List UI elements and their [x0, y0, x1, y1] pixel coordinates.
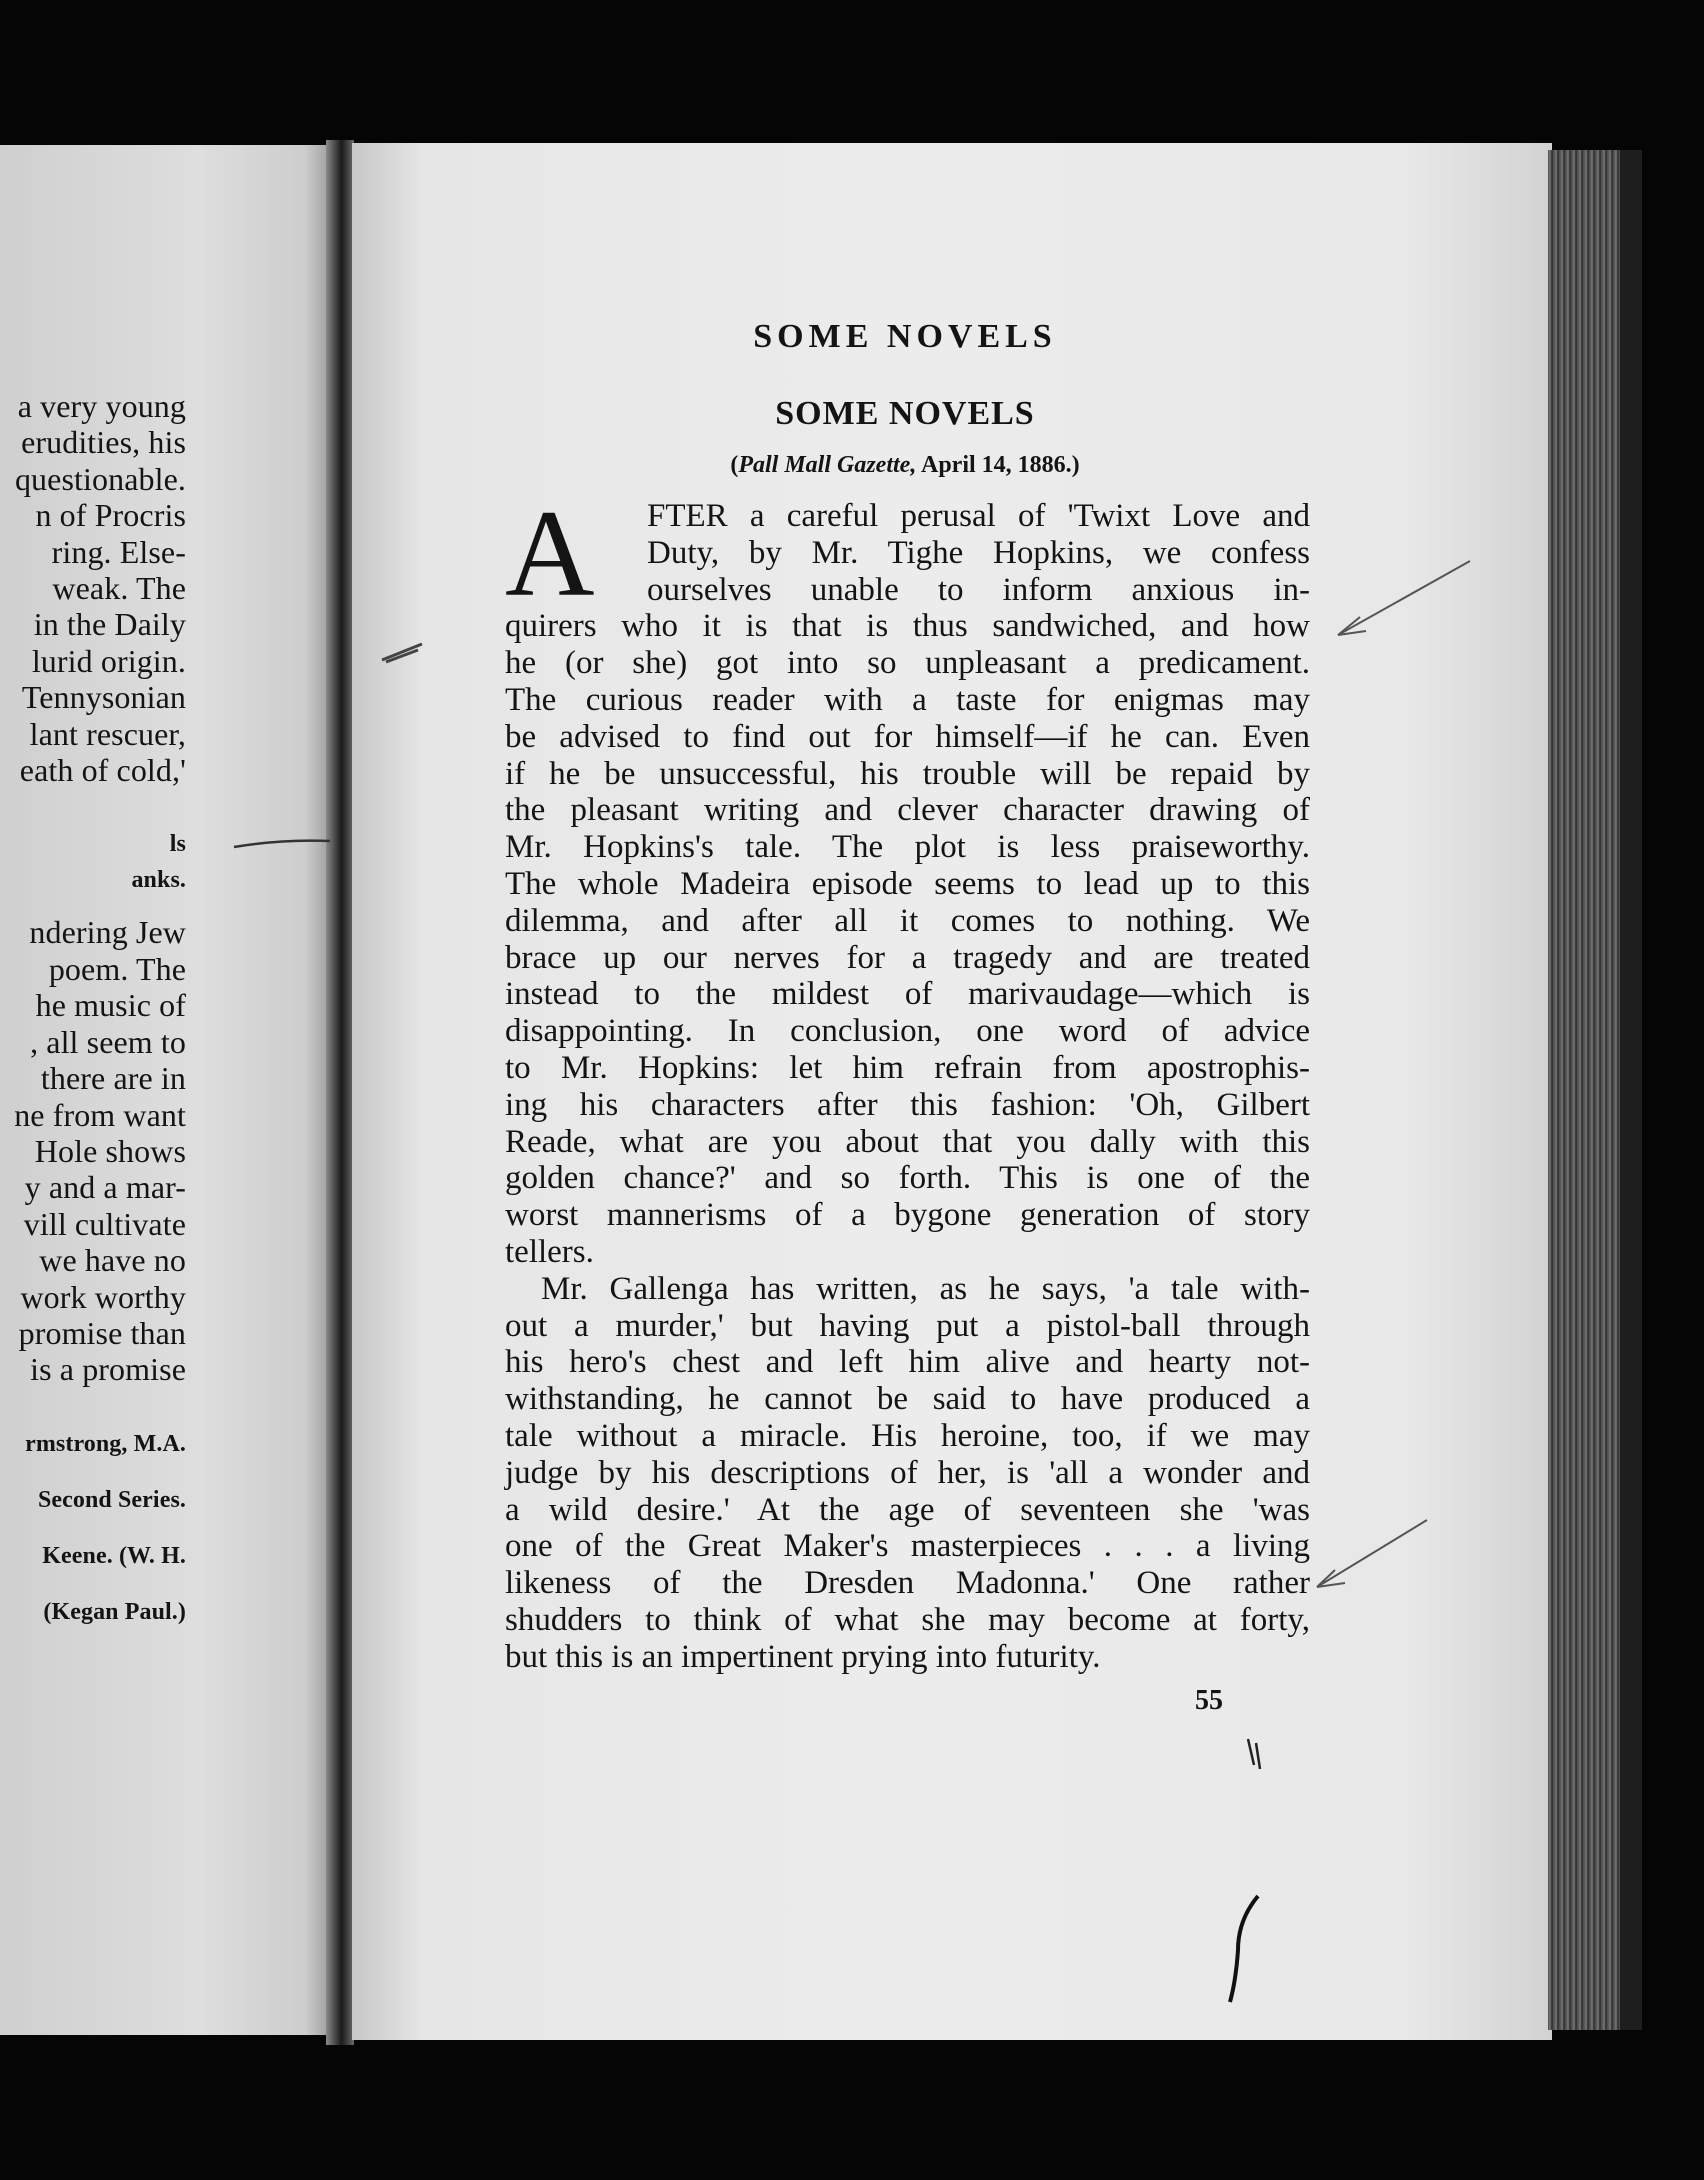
previous-page-line: (Kegan Paul.) — [43, 1598, 186, 1625]
dateline-open: ( — [730, 452, 739, 478]
paragraph-1-line: quirers who it is that is thus sandwiched, and how — [505, 608, 1310, 645]
previous-page-line: lurid origin. — [31, 642, 186, 679]
previous-page-line: erudities, his — [21, 424, 186, 461]
previous-page-line: work worthy — [20, 1278, 186, 1315]
dateline-publication: Pall Mall Gazette, — [738, 452, 917, 478]
paragraph-2-line: likeness of the Dresden Madonna.' One rather — [505, 1565, 1310, 1602]
previous-page-line: Tennysonian — [21, 679, 186, 716]
previous-page-line: in the Daily — [33, 606, 186, 643]
previous-page-line: there are in — [40, 1060, 186, 1097]
previous-page-line: lant rescuer, — [29, 715, 186, 752]
paragraph-2-line: out a murder,' but having put a pistol-ball through — [505, 1307, 1310, 1344]
paragraph-1-line: golden chance?' and so forth. This is one of the — [505, 1160, 1310, 1197]
previous-page-line: Keene. (W. H. — [42, 1542, 186, 1569]
paragraph-1-line: The whole Madeira episode seems to lead up to this — [505, 865, 1310, 902]
previous-page-line: rmstrong, M.A. — [25, 1430, 186, 1457]
paragraph-2-line: shudders to think of what she may become at forty, — [505, 1601, 1310, 1638]
previous-page-line: vill cultivate — [23, 1205, 186, 1242]
running-head: SOME NOVELS — [753, 318, 1057, 355]
paragraph-1-line: if he be unsuccessful, his trouble will be repaid by — [505, 755, 1310, 792]
paragraph-2-line: but this is an impertinent prying into futurity. — [505, 1638, 1101, 1675]
article-title: SOME NOVELS — [775, 395, 1035, 432]
previous-page-line: ring. Else- — [51, 533, 186, 570]
cover-edge — [1620, 150, 1642, 2030]
paragraph-1-line: he (or she) got into so unpleasant a predicament. — [505, 645, 1310, 682]
paragraph-2-line: withstanding, he cannot be said to have produced a — [505, 1381, 1310, 1418]
dateline — [500, 452, 1310, 479]
page-edges — [1548, 150, 1628, 2030]
previous-page-line: he music of — [35, 987, 186, 1024]
previous-page-line: , all seem to — [30, 1023, 186, 1060]
paragraph-1-line: the pleasant writing and clever character drawing of — [505, 792, 1310, 829]
previous-page-line: poem. The — [48, 950, 186, 987]
paragraph-1-line: Reade, what are you about that you dally with this — [505, 1123, 1310, 1160]
drop-cap: A — [505, 485, 595, 622]
previous-page-line: ne from want — [14, 1096, 186, 1133]
previous-page-line: we have no — [39, 1242, 186, 1279]
previous-page-line: is a promise — [30, 1351, 186, 1388]
book-gutter — [326, 140, 354, 2045]
previous-page-line: ndering Jew — [29, 914, 186, 951]
paragraph-1-line: disappointing. In conclusion, one word of advice — [505, 1013, 1310, 1050]
previous-page-line: Hole shows — [34, 1132, 186, 1169]
paragraph-1-line: The curious reader with a taste for enigmas may — [505, 681, 1310, 718]
paragraph-2-line: a wild desire.' At the age of seventeen she 'was — [505, 1491, 1310, 1528]
paragraph-1-line: FTER a careful perusal of 'Twixt Love and — [647, 498, 1310, 534]
paragraph-1-line: to Mr. Hopkins: let him refrain from apostrophis- — [505, 1049, 1310, 1086]
paragraph-1-line: ing his characters after this fashion: 'Oh, Gilbert — [505, 1086, 1310, 1123]
previous-page-line: y and a mar- — [24, 1169, 186, 1206]
paragraph-1-line: brace up our nerves for a tragedy and are treated — [505, 939, 1310, 976]
paragraph-2-line: tale without a miracle. His heroine, too, if we may — [505, 1417, 1310, 1454]
paragraph-1-line: Duty, by Mr. Tighe Hopkins, we confess — [647, 534, 1310, 571]
paragraph-1-line: ourselves unable to inform anxious in- — [647, 571, 1310, 608]
previous-page-line: anks. — [131, 867, 186, 894]
previous-page-line: Second Series. — [37, 1486, 186, 1513]
previous-page-line: eath of cold,' — [19, 752, 186, 789]
article-body — [505, 485, 1310, 1676]
previous-page-line: questionable. — [14, 460, 186, 497]
dateline-date: April 14, 1886.) — [916, 452, 1080, 478]
previous-page-line: a very young — [17, 388, 186, 424]
paragraph-1-line: worst mannerisms of a bygone generation of story — [505, 1197, 1310, 1234]
paragraph-1-line: Mr. Hopkins's tale. The plot is less praiseworthy. — [505, 829, 1310, 866]
paragraph-1-line: tellers. — [505, 1233, 594, 1270]
paragraph-2-line: one of the Great Maker's masterpieces . . . a living — [505, 1528, 1310, 1565]
previous-page-line: n of Procris — [35, 497, 186, 534]
paragraph-2-line: Mr. Gallenga has written, as he says, 'a tale with- — [541, 1270, 1310, 1307]
paragraph-1-line: instead to the mildest of marivaudage—which is — [505, 976, 1310, 1013]
paragraph-2-line: judge by his descriptions of her, is 'all a wonder and — [505, 1454, 1310, 1491]
previous-page-line: weak. The — [52, 570, 186, 607]
previous-page-line: promise than — [18, 1314, 186, 1351]
paragraph-1-line: be advised to find out for himself—if he can. Even — [505, 718, 1310, 755]
paragraph-1-line: dilemma, and after all it comes to nothing. We — [505, 902, 1310, 939]
previous-page-line: ls — [169, 831, 186, 858]
previous-page-text — [14, 388, 186, 1630]
paragraph-2-line: his hero's chest and left him alive and hearty not- — [505, 1344, 1310, 1381]
page-number: 55 — [1195, 1685, 1223, 1716]
